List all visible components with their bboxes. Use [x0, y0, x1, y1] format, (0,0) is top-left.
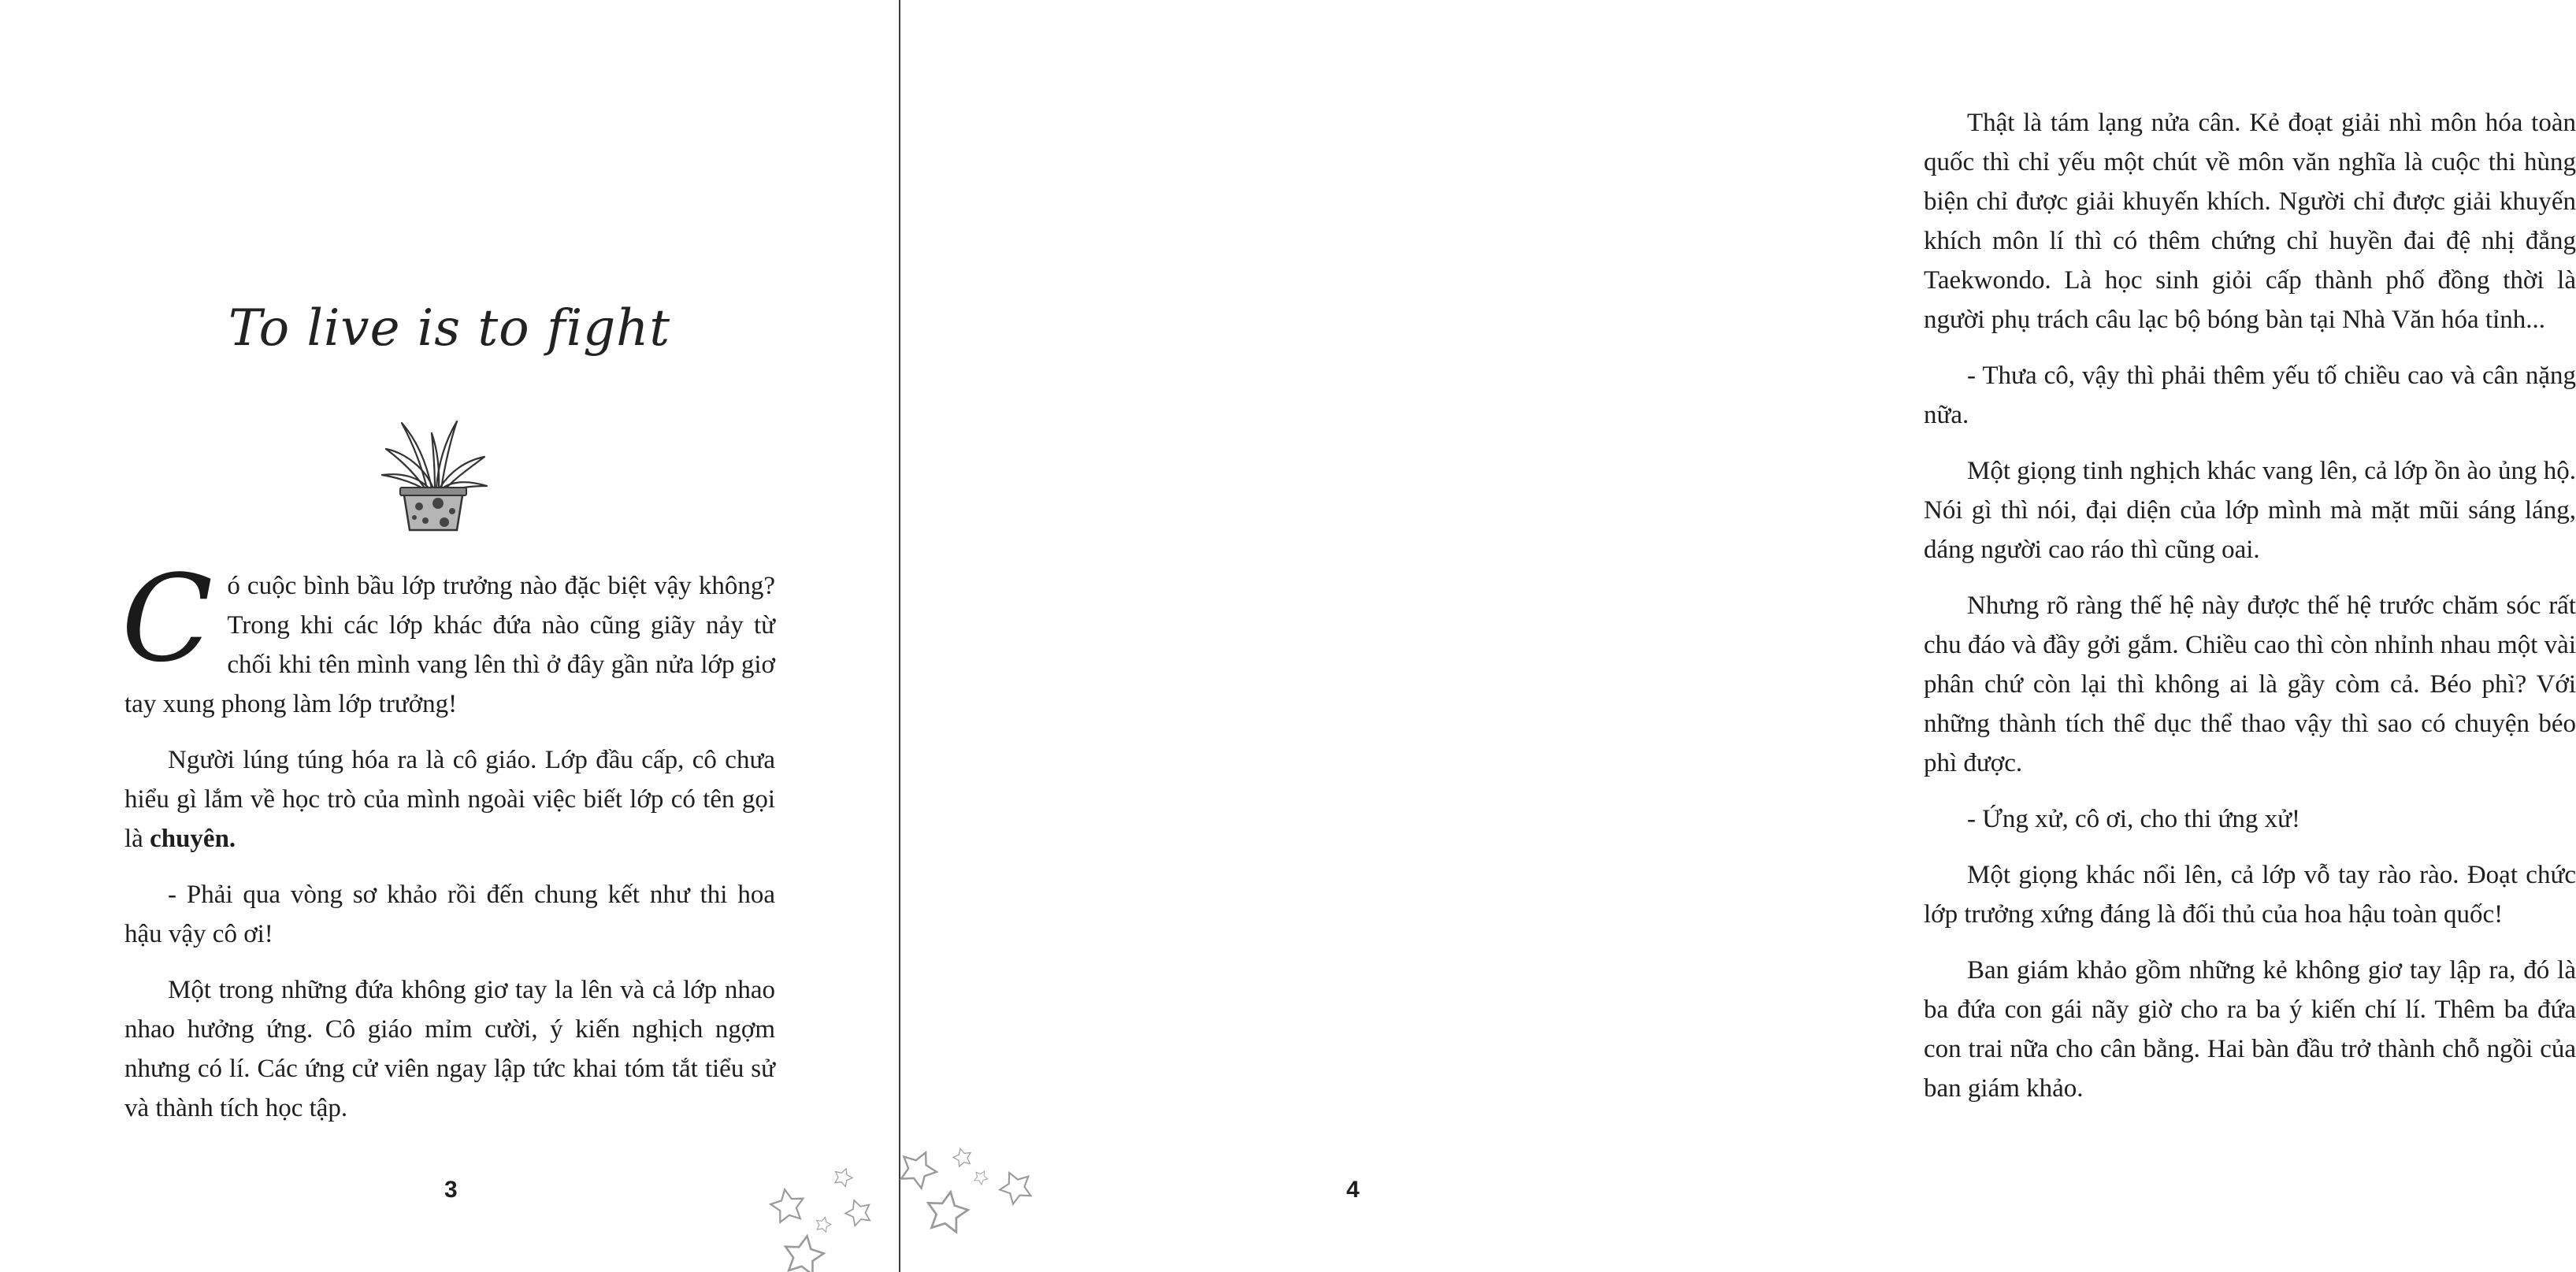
paragraph: - Phải qua vòng sơ khảo rồi đến chung kết như thi hoa hậu vậy cô ơi! [124, 881, 775, 948]
paragraph: Một giọng tinh nghịch khác vang lên, cả lớp ồn ào ủng hộ. Nói gì thì nói, đại diện của lớp mình mà mặt mũi sáng láng, dáng người cao ráo thì cũng oai. [1924, 457, 2576, 564]
left-page-body [121, 549, 775, 1144]
star-doodles-icon [756, 1134, 1056, 1272]
drop-cap: C [121, 549, 213, 688]
right-page [900, 0, 2576, 1272]
paragraph-text: Người lúng túng hóa ra là cô giáo. Lớp đầu cấp, cô chưa hiểu gì lắm về học trò của mình ngoài việc biết lớp có tên gọi là [124, 746, 775, 853]
left-page [0, 0, 899, 1272]
page-number-right: 4 [1346, 1177, 1360, 1203]
page-number-left: 3 [444, 1177, 458, 1203]
paragraph [121, 549, 775, 724]
paragraph: Một trong những đứa không giơ tay la lên và cả lớp nhao nhao hưởng ứng. Cô giáo mỉm cười, ý kiến nghịch ngợm nhưng có lí. Các ứng cử viên ngay lập tức khai tóm tắt tiểu sử và thành tích học tập. [124, 976, 775, 1122]
paragraph [124, 740, 775, 859]
paragraph: Ban giám khảo gồm những kẻ không giơ tay lập ra, đó là ba đứa con gái nãy giờ cho ra ba ý kiến chí lí. Thêm ba đứa con trai nữa cho cân bằng. Hai bàn đầu trở thành chỗ ngồi của ban giám khảo. [1924, 956, 2576, 1103]
chapter-title: To live is to fight [228, 299, 671, 358]
right-page-body [1924, 103, 2576, 1125]
bold-term: chuyên. [150, 825, 236, 853]
paragraph: Một giọng khác nổi lên, cả lớp vỗ tay rào rào. Đoạt chức lớp trưởng xứng đáng là đối thủ của hoa hậu toàn quốc! [1924, 861, 2576, 929]
paragraph: - Thưa cô, vậy thì phải thêm yếu tố chiều cao và cân nặng nữa. [1924, 362, 2576, 429]
paragraph-text: ó cuộc bình bầu lớp trưởng nào đặc biệt vậy không? Trong khi các lớp khác đứa nào cũng giãy nảy từ chối khi tên mình vang lên thì ở đây gần nửa lớp giơ tay xung phong làm lớp trưởng! [124, 572, 775, 718]
paragraph: Nhưng rõ ràng thế hệ này được thế hệ trước chăm sóc rất chu đáo và đầy gởi gắm. Chiều cao thì còn nhỉnh nhau một vài phân chứ còn lại thì không ai là gầy còm cả. Béo phì? Với những thành tích thể dục thể thao vậy thì sao có chuyện béo phì được. [1924, 591, 2576, 777]
paragraph: Thật là tám lạng nửa cân. Kẻ đoạt giải nhì môn hóa toàn quốc thì chỉ yếu một chút về môn văn nghĩa là cuộc thi hùng biện chỉ được giải khuyến khích. Người chỉ được giải khuyến khích môn lí thì có thêm chứng chỉ huyền đai đệ nhị đẳng Taekwondo. Là học sinh giỏi cấp thành phố đồng thời là người phụ trách câu lạc bộ bóng bàn tại Nhà Văn hóa tỉnh... [1924, 109, 2576, 334]
paragraph: - Ứng xử, cô ơi, cho thi ứng xử! [1967, 805, 2300, 833]
potted-plant-icon [370, 413, 496, 532]
